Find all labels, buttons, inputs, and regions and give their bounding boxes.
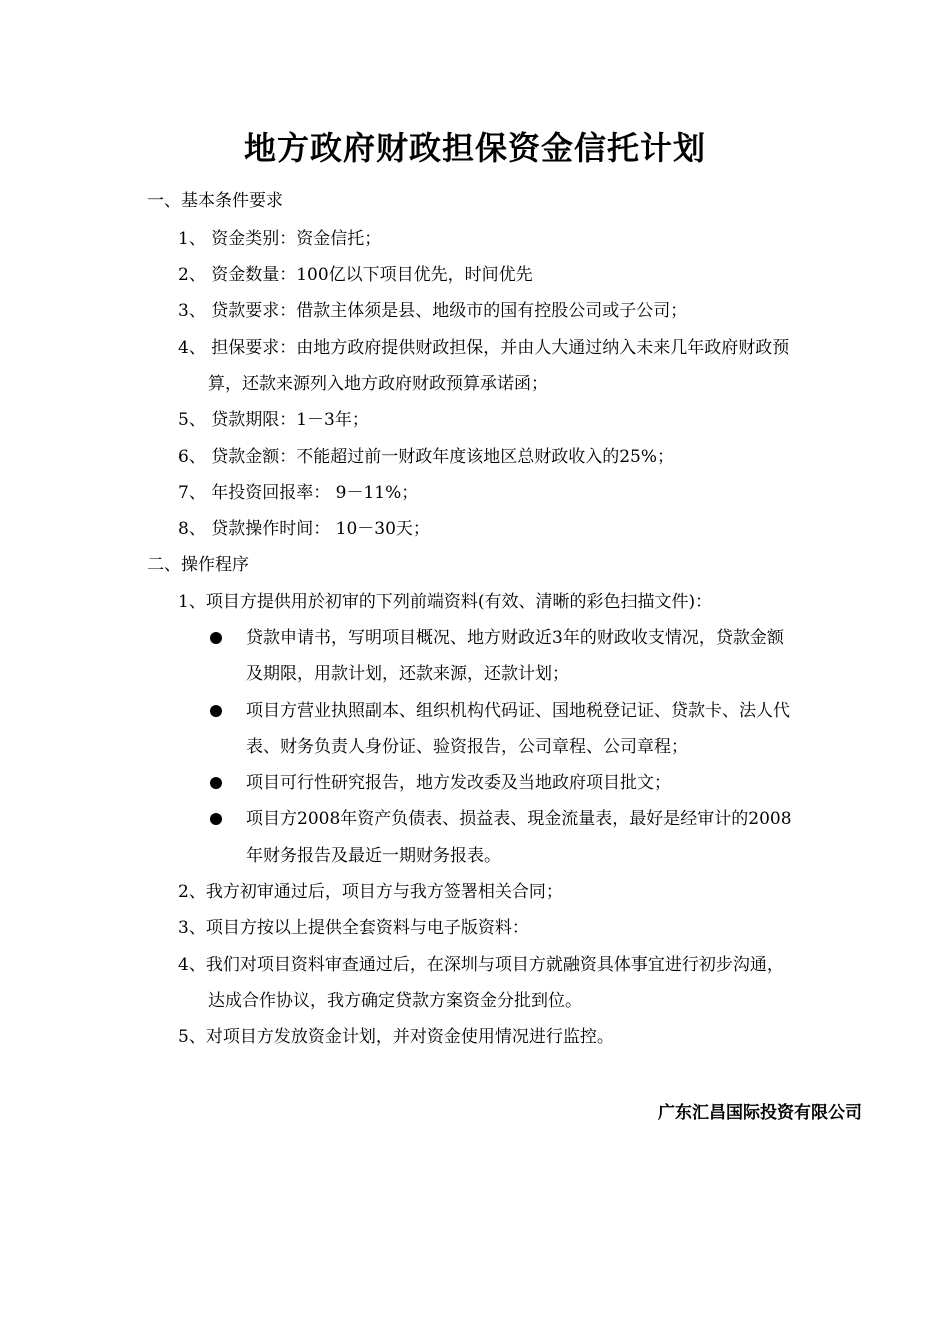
procedure-step-4: 4、我们对项目资料审查通过后，在深圳与项目方就融资具体事宜进行初步沟通， bbox=[178, 955, 784, 975]
section-heading-basic-requirements: 一、基本条件要求 bbox=[147, 191, 283, 211]
requirement-guarantee: 4、 担保要求：由地方政府提供财政担保，并由人大通过纳入未来几年政府财政预 bbox=[178, 338, 790, 358]
bullet-icon bbox=[210, 777, 222, 789]
bullet-item-licenses: 项目方营业执照副本、组织机构代码证、国地税登记证、贷款卡、法人代 bbox=[246, 701, 790, 721]
company-signature: 广东汇昌国际投资有限公司 bbox=[658, 1103, 862, 1123]
section-heading-procedure: 二、操作程序 bbox=[147, 555, 249, 575]
requirement-loan: 3、 贷款要求：借款主体须是县、地级市的国有控股公司或子公司； bbox=[178, 301, 688, 321]
procedure-step-2: 2、我方初审通过后，项目方与我方签署相关合同； bbox=[178, 882, 563, 902]
requirement-fund-amount: 2、 资金数量：100亿以下项目优先，时间优先 bbox=[178, 265, 533, 285]
bullet-item-feasibility-report: 项目可行性研究报告，地方发改委及当地政府项目批文； bbox=[246, 773, 671, 793]
requirement-fund-type: 1、 资金类别：资金信托； bbox=[178, 229, 382, 249]
bullet-icon bbox=[210, 705, 222, 717]
procedure-step-3: 3、项目方按以上提供全套资料与电子版资料： bbox=[178, 918, 529, 938]
bullet-item-financial-statements-continued: 年财务报告及最近一期财务报表。 bbox=[246, 846, 501, 866]
bullet-item-loan-application-continued: 及期限，用款计划，还款来源，还款计划； bbox=[246, 664, 569, 684]
bullet-icon bbox=[210, 813, 222, 825]
procedure-step-5: 5、对项目方发放资金计划，并对资金使用情况进行监控。 bbox=[178, 1027, 614, 1047]
procedure-step-4-continued: 达成合作协议，我方确定贷款方案资金分批到位。 bbox=[208, 991, 582, 1011]
requirement-annual-return: 7、 年投资回报率： 9－11%； bbox=[178, 483, 419, 503]
bullet-item-financial-statements: 项目方2008年资产负债表、损益表、現金流量表，最好是经审计的2008 bbox=[246, 809, 792, 829]
bullet-item-licenses-continued: 表、财务负责人身份证、验资报告，公司章程、公司章程； bbox=[246, 737, 688, 757]
requirement-loan-amount: 6、 贷款金额：不能超过前一财政年度该地区总财政收入的25%； bbox=[178, 447, 675, 467]
bullet-item-loan-application: 贷款申请书，写明项目概况、地方财政近3年的财政收支情况，贷款金额 bbox=[246, 628, 784, 648]
requirement-guarantee-continued: 算，还款来源列入地方政府财政预算承诺函； bbox=[208, 374, 548, 394]
procedure-step-1: 1、项目方提供用於初审的下列前端资料(有效、清晰的彩色扫描文件)： bbox=[178, 592, 713, 612]
requirement-loan-term: 5、 贷款期限：1－3年； bbox=[178, 410, 369, 430]
bullet-icon bbox=[210, 632, 222, 644]
page-title: 地方政府财政担保资金信托计划 bbox=[243, 129, 706, 167]
requirement-operation-time: 8、 贷款操作时间： 10－30天； bbox=[178, 519, 430, 539]
